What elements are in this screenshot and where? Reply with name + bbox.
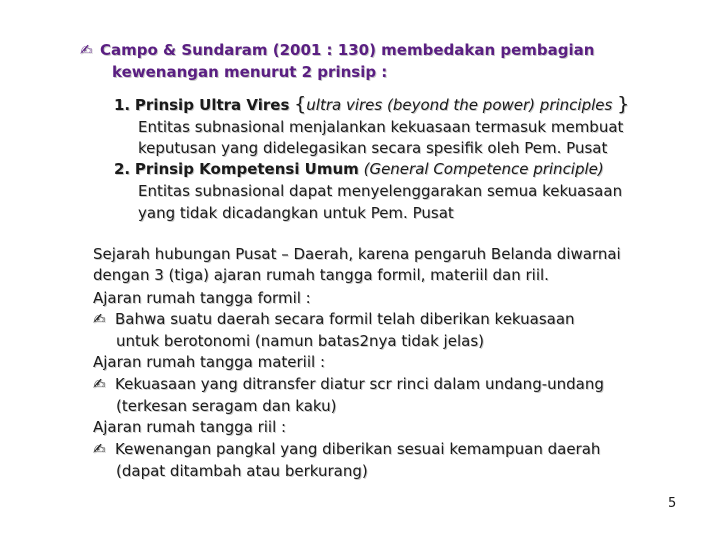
principle-1-italic: ultra vires (beyond the power) principles bbox=[306, 96, 613, 114]
header-line-2: kewenangan menurut 2 prinsip : bbox=[112, 63, 388, 81]
teaching-materiil-line-2: (terkesan seragam dan kaku) bbox=[116, 397, 337, 415]
header-line-1 bbox=[80, 40, 594, 60]
teaching-materiil-line-1 bbox=[93, 374, 604, 395]
teaching-riil-line-2: (dapat ditambah atau berkurang) bbox=[116, 462, 368, 480]
principle-2-desc-2: yang tidak dicadangkan untuk Pem. Pusat bbox=[138, 204, 454, 222]
principle-1-desc-1: Entitas subnasional menjalankan kekuasaan termasuk membuat bbox=[138, 118, 624, 136]
history-line-1: Sejarah hubungan Pusat – Daerah, karena pengaruh Belanda diwarnai bbox=[93, 245, 621, 263]
principle-2-desc-1: Entitas subnasional dapat menyelenggarakan semua kekuasaan bbox=[138, 182, 623, 200]
right-brace-icon: } bbox=[617, 93, 630, 115]
teaching-formil-text-1: Bahwa suatu daerah secara formil telah diberikan kekuasaan bbox=[115, 310, 575, 328]
header-text-1: Campo & Sundaram (2001 : 130) membedakan pembagian bbox=[100, 41, 595, 59]
teaching-formil-line-1 bbox=[93, 309, 575, 330]
writing-hand-icon: ✍ bbox=[80, 41, 93, 59]
writing-hand-icon: ✍ bbox=[93, 440, 106, 458]
principle-1-number: 1. bbox=[114, 96, 131, 114]
principle-2-italic: (General Competence principle) bbox=[363, 160, 604, 178]
history-line-2: dengan 3 (tiga) ajaran rumah tangga formil, materiil dan riil. bbox=[93, 266, 549, 284]
writing-hand-icon: ✍ bbox=[93, 310, 106, 328]
writing-hand-icon: ✍ bbox=[93, 375, 106, 393]
principle-1-name: Prinsip Ultra Vires bbox=[134, 96, 290, 114]
teaching-formil-line-2: untuk berotonomi (namun batas2nya tidak jelas) bbox=[116, 332, 484, 350]
teaching-materiil-text-1: Kekuasaan yang ditransfer diatur scr rinci dalam undang-undang bbox=[115, 375, 604, 393]
teaching-formil-title: Ajaran rumah tangga formil : bbox=[93, 289, 311, 307]
teaching-materiil-title: Ajaran rumah tangga materiil : bbox=[93, 353, 325, 371]
principle-2-title bbox=[114, 159, 604, 180]
left-brace-icon: { bbox=[294, 93, 307, 115]
principle-1-title bbox=[114, 94, 629, 116]
principle-1-desc-2: keputusan yang didelegasikan secara spesifik oleh Pem. Pusat bbox=[138, 139, 608, 157]
principle-2-name: Prinsip Kompetensi Umum bbox=[134, 160, 359, 178]
page-number: 5 bbox=[668, 496, 677, 511]
teaching-riil-text-1: Kewenangan pangkal yang diberikan sesuai kemampuan daerah bbox=[115, 440, 601, 458]
principle-2-number: 2. bbox=[114, 160, 131, 178]
teaching-riil-title: Ajaran rumah tangga riil : bbox=[93, 418, 287, 436]
teaching-riil-line-1 bbox=[93, 439, 600, 460]
